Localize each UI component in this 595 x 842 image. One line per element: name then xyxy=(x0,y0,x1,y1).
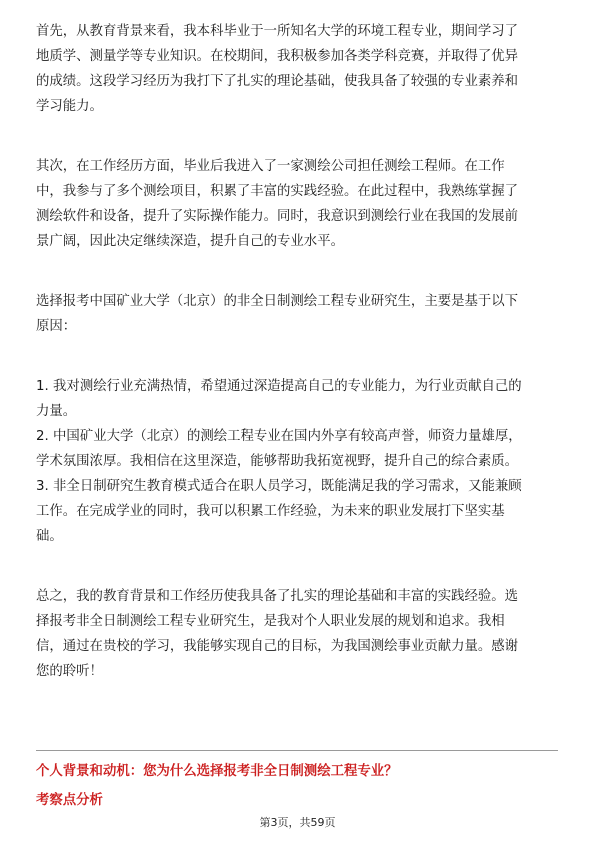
paragraph-work-experience xyxy=(36,154,564,254)
text-line: 选择报考中国矿业大学（北京）的非全日制测绘工程专业研究生，主要是基于以下 xyxy=(36,294,519,309)
document-body xyxy=(36,19,564,684)
page-footer: 第3页，共59页 xyxy=(259,816,336,829)
text-line: 中，我参与了多个测绘项目，积累了丰富的实践经验。在此过程中，我熟练掌握了 xyxy=(36,184,519,199)
text-line: 学习能力。 xyxy=(36,99,103,114)
text-line: 测绘软件和设备，提升了实际操作能力。同时，我意识到测绘行业在我国的发展前 xyxy=(36,209,519,224)
list-item-line: 1. 我对测绘行业充满热情，希望通过深造提高自己的专业能力，为行业贡献自己的 xyxy=(36,379,522,394)
question-heading: 个人背景和动机：您为什么选择报考非全日制测绘工程专业？ xyxy=(36,764,398,779)
section-divider xyxy=(36,750,558,751)
list-item-line: 3. 非全日制研究生教育模式适合在职人员学习，既能满足我的学习需求，又能兼顾 xyxy=(36,479,522,494)
text-line: 总之，我的教育背景和工作经历使我具备了扎实的理论基础和丰富的实践经验。选 xyxy=(36,589,519,604)
text-line: 景广阔，因此决定继续深造，提升自己的专业水平。 xyxy=(36,234,344,249)
paragraph-gap xyxy=(36,254,564,289)
text-line: 的成绩。这段学习经历为我打下了扎实的理论基础，使我具备了较强的专业素养和 xyxy=(36,74,519,89)
paragraph-reasons-list xyxy=(36,374,564,549)
paragraph-gap xyxy=(36,549,564,584)
list-item-line: 学术氛围浓厚。我相信在这里深造，能够帮助我拓宽视野，提升自己的综合素质。 xyxy=(36,454,519,469)
paragraph-conclusion xyxy=(36,584,564,684)
paragraph-choice-intro xyxy=(36,289,564,339)
list-item-line: 力量。 xyxy=(36,404,77,419)
analysis-heading: 考察点分析 xyxy=(36,793,103,808)
text-line: 您的聆听！ xyxy=(36,664,103,679)
paragraph-gap xyxy=(36,119,564,154)
text-line: 地质学、测量学等专业知识。在校期间，我积极参加各类学科竞赛，并取得了优异 xyxy=(36,49,519,64)
paragraph-education xyxy=(36,19,564,119)
text-line: 首先，从教育背景来看，我本科毕业于一所知名大学的环境工程专业，期间学习了 xyxy=(36,24,519,39)
text-line: 原因： xyxy=(36,319,77,334)
list-item-line: 2. 中国矿业大学（北京）的测绘工程专业在国内外享有较高声誉，师资力量雄厚， xyxy=(36,429,522,444)
text-line: 信，通过在贵校的学习，我能够实现自己的目标，为我国测绘事业贡献力量。感谢 xyxy=(36,639,519,654)
list-item-line: 础。 xyxy=(36,529,63,544)
paragraph-gap xyxy=(36,339,564,374)
list-item-line: 工作。在完成学业的同时，我可以积累工作经验，为未来的职业发展打下坚实基 xyxy=(36,504,505,519)
text-line: 择报考非全日制测绘工程专业研究生，是我对个人职业发展的规划和追求。我相 xyxy=(36,614,505,629)
text-line: 其次，在工作经历方面，毕业后我进入了一家测绘公司担任测绘工程师。在工作 xyxy=(36,159,505,174)
